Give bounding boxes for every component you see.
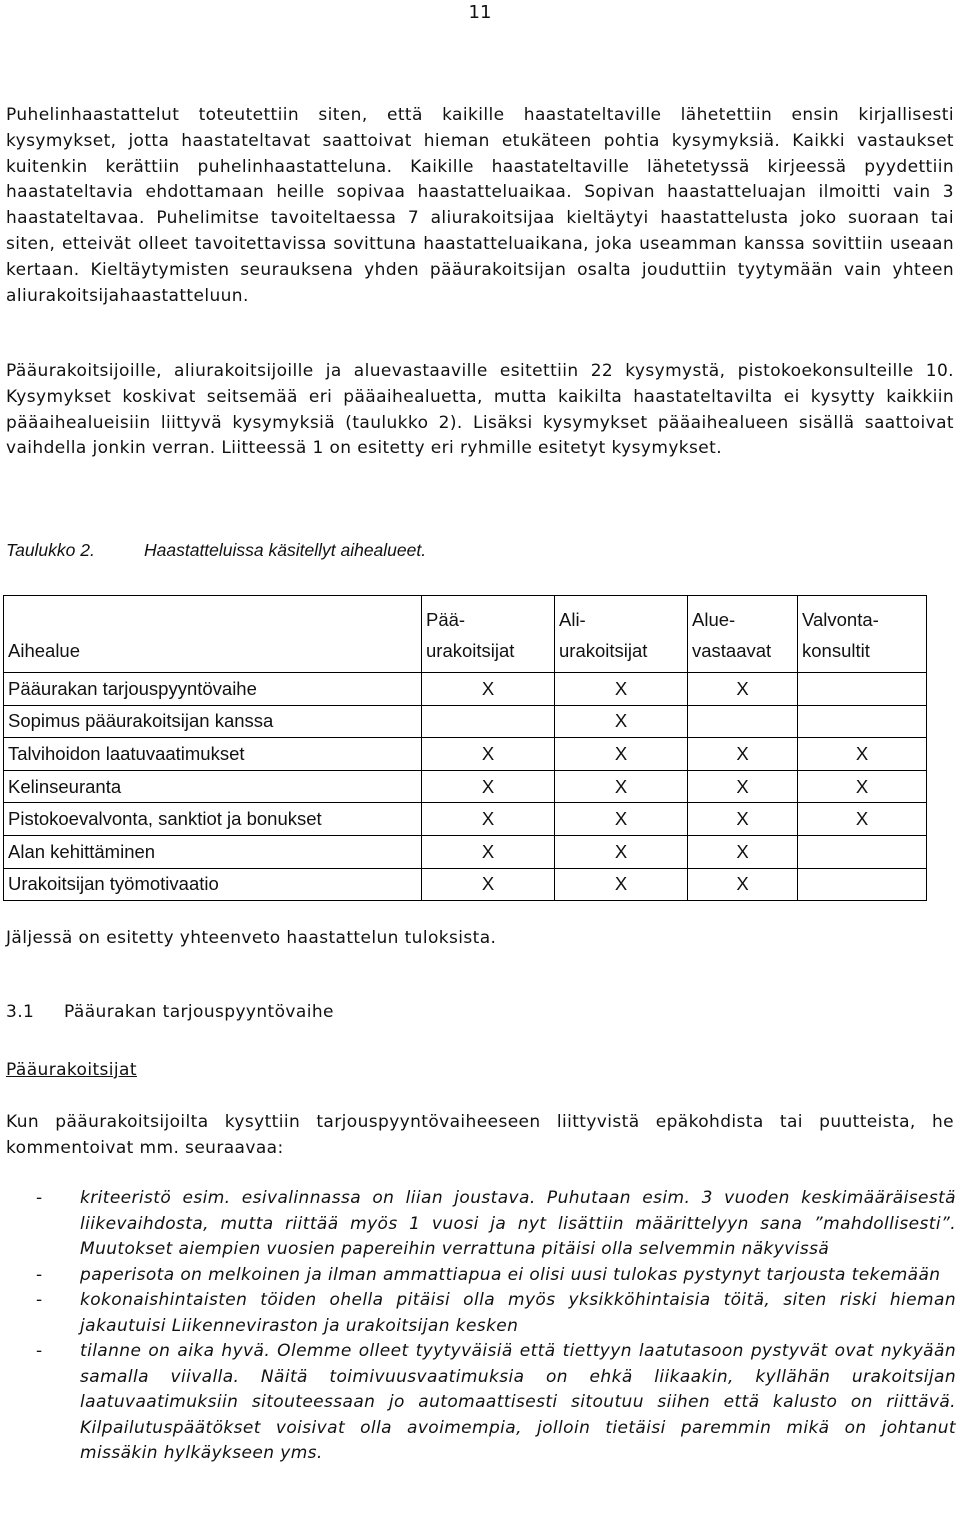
- list-item: [0, 1339, 956, 1467]
- cell-area-managers: X: [688, 835, 798, 868]
- cell-subcontractors: X: [555, 673, 688, 706]
- section-number: 3.1: [6, 1002, 35, 1022]
- list-item-text: tilanne on aika hyvä. Olemme olleet tyytyväisiä että tiettyyn laatutasoon pystyvät ovat nykyään samalla viivalla. Näitä toimivuusvaatimuksia on ehkä liikaakin, kyllähän urakoitsijan laatuvaatimuksiin sitouteessaan jo automaattisesti sitoutuu siihen että kalusto on riittävä. Kilpailutuspäätökset voisivat olla avoimempia, jolloin tietäisi paremmin mikä on johtanut missäkin hylkäykseen yms.: [80, 1341, 956, 1463]
- section-title: Pääurakan tarjouspyyntövaihe: [64, 1002, 334, 1022]
- header-subcontractors: Ali- urakoitsijat: [555, 596, 688, 673]
- bullet-dash: -: [36, 1341, 43, 1361]
- header-topic: Aihealue: [4, 596, 422, 673]
- cell-consultants: X: [798, 803, 927, 836]
- table-caption-label: Taulukko 2.: [6, 540, 95, 560]
- section-heading: [6, 1002, 334, 1022]
- header-consultants: Valvonta- konsultit: [798, 596, 927, 673]
- table-row: [4, 673, 927, 706]
- list-item-text: paperisota on melkoinen ja ilman ammattiapua ei olisi uusi tulokas pystynyt tarjousta tekemään: [80, 1264, 941, 1285]
- bullet-dash: -: [36, 1188, 43, 1208]
- cell-area-managers: X: [688, 770, 798, 803]
- cell-subcontractors: X: [555, 868, 688, 901]
- bullet-dash: -: [36, 1264, 43, 1285]
- cell-area-managers: X: [688, 673, 798, 706]
- header-main-contractors: Pää- urakoitsijat: [422, 596, 555, 673]
- cell-main-contractors: X: [422, 868, 555, 901]
- list-item-text: kriteeristö esim. esivalinnassa on liian joustava. Puhutaan esim. 3 vuoden keskimääräisestä liikevaihdosta, mutta riittää myös 1 vuosi ja nyt lisättiin määrittelyyn sana ”mahdollisesti”. Muutokset aiempien vuosien papereihin verrattuna pitäisi olla selvemmin näkyvissä: [80, 1188, 956, 1259]
- comments-list: [0, 1186, 960, 1467]
- row-topic: Alan kehittäminen: [4, 835, 422, 868]
- topics-table: [3, 595, 927, 901]
- cell-main-contractors: X: [422, 770, 555, 803]
- table-header-row: [4, 596, 927, 673]
- cell-main-contractors: X: [422, 673, 555, 706]
- bullet-dash: -: [36, 1290, 43, 1310]
- cell-subcontractors: X: [555, 835, 688, 868]
- row-topic: Pääurakan tarjouspyyntövaihe: [4, 673, 422, 706]
- row-topic: Sopimus pääurakoitsijan kanssa: [4, 705, 422, 738]
- table-row: [4, 705, 927, 738]
- list-item: [0, 1263, 956, 1289]
- cell-subcontractors: X: [555, 803, 688, 836]
- cell-main-contractors: [422, 705, 555, 738]
- cell-consultants: X: [798, 738, 927, 771]
- intro-paragraph: Puhelinhaastattelut toteutettiin siten, että kaikille haastateltaville lähetettiin ensin kirjallisesti kysymykset, jotta haastateltavat saattoivat hieman etukäteen pohtia kysymyksiä. Kaikki vastaukset kuitenkin kerättiin puhelinhaastatteluna. Kaikille haastateltaville lähetetyssä kirjeessä pyydettiin haastateltavia ehdottamaan heille sopivaa haastatteluaikaa. Sopivan haastatteluajan ilmoitti vain 3 haastateltavaa. Puhelimitse tavoiteltaessa 7 aliurakoitsijaa kieltäytyi haastattelusta joko suoraan tai siten, etteivät olleet tavoitettavissa sovittuna haastatteluaikana, joka useamman kanssa sovittiin useaan kertaan. Kieltäytymisten seurauksena yhden pääurakoitsijan osalta jouduttiin tyytymään vain yhteen aliurakoitsijahaastatteluun.: [6, 105, 954, 306]
- table-caption-title: Haastatteluissa käsitellyt aihealueet.: [144, 540, 427, 560]
- list-item-text: kokonaishintaisten töiden ohella pitäisi olla myös yksikköhintaisia töitä, siten riski hieman jakautuisi Liikenneviraston ja urakoitsijan kesken: [80, 1290, 956, 1336]
- row-topic: Kelinseuranta: [4, 770, 422, 803]
- table-row: [4, 835, 927, 868]
- cell-subcontractors: X: [555, 738, 688, 771]
- cell-consultants: [798, 835, 927, 868]
- subheading-main-contractors: Pääurakoitsijat: [6, 1060, 137, 1080]
- cell-subcontractors: X: [555, 770, 688, 803]
- cell-consultants: X: [798, 770, 927, 803]
- table-row: [4, 868, 927, 901]
- cell-area-managers: [688, 705, 798, 738]
- cell-consultants: [798, 868, 927, 901]
- cell-consultants: [798, 673, 927, 706]
- header-area-managers: Alue- vastaavat: [688, 596, 798, 673]
- row-topic: Urakoitsijan työmotivaatio: [4, 868, 422, 901]
- cell-main-contractors: X: [422, 803, 555, 836]
- row-topic: Pistokoevalvonta, sanktiot ja bonukset: [4, 803, 422, 836]
- table-row: [4, 738, 927, 771]
- list-item: [0, 1186, 956, 1263]
- table-row: [4, 770, 927, 803]
- row-topic: Talvihoidon laatuvaatimukset: [4, 738, 422, 771]
- comments-intro-paragraph: Kun pääurakoitsijoilta kysyttiin tarjouspyyntövaiheeseen liittyvistä epäkohdista tai puutteista, he kommentoivat mm. seuraavaa:: [6, 1112, 954, 1158]
- cell-main-contractors: X: [422, 738, 555, 771]
- summary-line: Jäljessä on esitetty yhteenveto haastattelun tuloksista.: [6, 928, 497, 948]
- cell-main-contractors: X: [422, 835, 555, 868]
- table-caption: [6, 540, 426, 561]
- page-number: 11: [468, 2, 492, 23]
- cell-consultants: [798, 705, 927, 738]
- cell-area-managers: X: [688, 738, 798, 771]
- table-row: [4, 803, 927, 836]
- cell-area-managers: X: [688, 803, 798, 836]
- list-item: [0, 1288, 956, 1339]
- questions-paragraph: Pääurakoitsijoille, aliurakoitsijoille ja aluevastaaville esitettiin 22 kysymystä, pistokoekonsulteille 10. Kysymykset koskivat seitsemää eri pääaihealuetta, mutta kaikilta haastateltavilta ei kysytty kaikkiin pääaihealueisiin liittyvä kysymyksiä (taulukko 2). Lisäksi kysymykset pääaihealueen sisällä saattoivat vaihdella jonkin verran. Liitteessä 1 on esitetty eri ryhmille esitetyt kysymykset.: [6, 361, 954, 459]
- cell-area-managers: X: [688, 868, 798, 901]
- cell-subcontractors: X: [555, 705, 688, 738]
